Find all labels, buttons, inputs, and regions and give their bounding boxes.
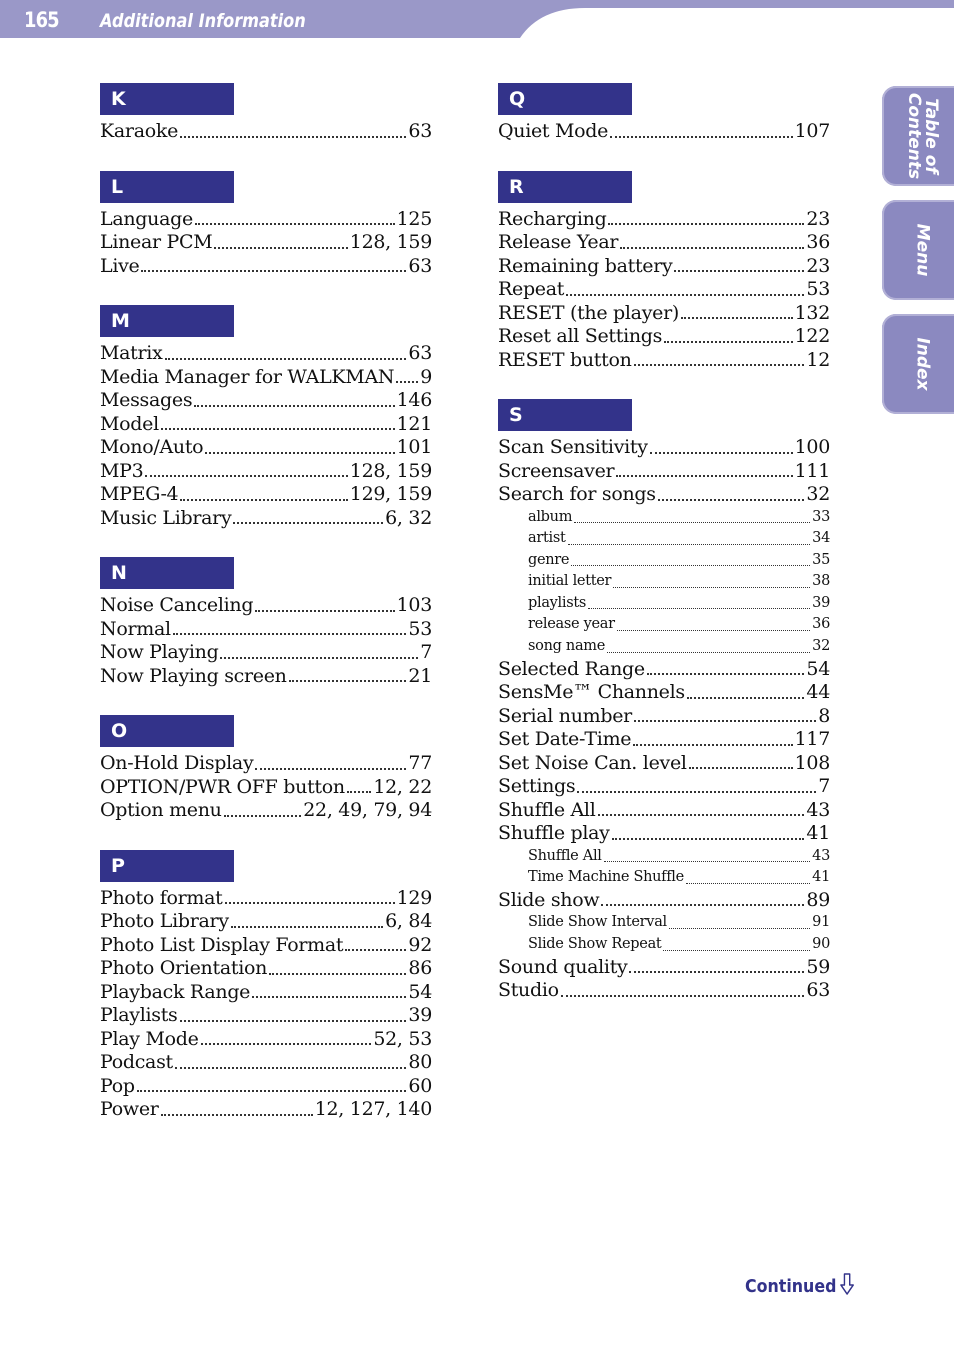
index-entry[interactable] — [498, 799, 830, 823]
page-reference[interactable]: 60 — [408, 1074, 432, 1097]
index-term: OPTION/PWR OFF button — [100, 775, 345, 798]
dot-leader — [289, 680, 407, 682]
dot-leader — [577, 791, 816, 793]
page-reference[interactable]: 122 — [794, 325, 830, 347]
page-reference[interactable]: 34 — [812, 530, 830, 547]
index-column-left — [100, 83, 432, 1149]
dot-leader — [180, 1020, 407, 1022]
dot-leader — [620, 247, 804, 249]
index-subentry[interactable] — [498, 571, 830, 593]
page-reference[interactable]: 103 — [396, 594, 432, 616]
index-term: initial letter — [528, 573, 612, 590]
page-reference[interactable]: 77 — [408, 752, 432, 774]
page-reference[interactable]: 121 — [396, 412, 432, 435]
index-entry[interactable] — [498, 658, 830, 682]
dot-leader — [647, 673, 805, 675]
page-reference[interactable]: 44 — [806, 681, 830, 704]
index-term: Photo format — [100, 886, 223, 909]
page-reference[interactable]: 7 — [420, 641, 432, 663]
index-entry[interactable] — [498, 681, 830, 705]
page-reference[interactable]: 35 — [812, 551, 830, 568]
side-tab-label: Menu — [912, 223, 933, 277]
page-reference[interactable]: 9 — [420, 365, 432, 388]
index-entry[interactable] — [100, 208, 432, 232]
index-entry[interactable] — [100, 776, 432, 800]
index-entry[interactable] — [100, 618, 432, 642]
index-term: Search for songs — [498, 483, 656, 505]
index-subentry[interactable] — [498, 614, 830, 636]
index-entry[interactable] — [498, 956, 830, 980]
index-term: Release Year — [498, 231, 619, 253]
dot-leader — [161, 1114, 313, 1116]
index-term: MP3 — [100, 459, 144, 482]
index-term: Repeat — [498, 278, 565, 300]
page-reference[interactable]: 63 — [408, 120, 432, 142]
dot-leader — [194, 405, 394, 407]
index-entry[interactable] — [100, 1028, 432, 1052]
index-term: artist — [528, 530, 566, 547]
dot-leader — [608, 223, 804, 225]
dot-leader — [633, 744, 792, 746]
index-entry[interactable] — [100, 1004, 432, 1028]
index-tab[interactable] — [882, 314, 954, 414]
dot-leader — [687, 697, 805, 699]
index-term: Quiet Mode — [498, 120, 609, 142]
page-reference[interactable]: 80 — [408, 1051, 432, 1073]
index-term: Set Date-Time — [498, 728, 632, 751]
index-entry[interactable] — [498, 325, 830, 349]
page-reference[interactable]: 43 — [812, 847, 830, 864]
index-term: Remaining battery — [498, 254, 673, 277]
index-term: Model — [100, 412, 159, 435]
index-entry[interactable] — [100, 910, 432, 934]
index-term: Reset all Settings — [498, 325, 663, 347]
letter-section-r — [498, 171, 830, 373]
index-entry[interactable] — [100, 1075, 432, 1099]
index-entry[interactable] — [498, 436, 830, 460]
page-reference[interactable]: 32 — [806, 483, 830, 505]
dot-leader — [165, 358, 407, 360]
index-term: Music Library — [100, 506, 232, 529]
dot-leader — [347, 791, 372, 793]
continued-label: Continued — [745, 1276, 837, 1297]
dot-leader — [161, 428, 395, 430]
letter-heading: Q — [498, 83, 632, 115]
dot-leader — [674, 270, 804, 272]
letter-section-n — [100, 557, 432, 688]
index-entry[interactable] — [100, 507, 432, 531]
index-term: Playback Range — [100, 980, 251, 1003]
index-entry[interactable] — [498, 752, 830, 776]
index-term: Option menu — [100, 799, 222, 821]
index-term: On-Hold Display — [100, 752, 254, 774]
index-entry[interactable] — [100, 366, 432, 390]
index-term: Photo Orientation — [100, 957, 268, 979]
index-entry[interactable] — [100, 752, 432, 776]
index-term: Linear PCM — [100, 231, 213, 253]
letter-section-m — [100, 305, 432, 530]
index-term: Mono/Auto — [100, 436, 204, 458]
index-entry[interactable] — [498, 775, 830, 799]
dot-leader — [175, 1067, 407, 1069]
index-term: Shuffle All — [528, 847, 602, 864]
index-entry[interactable] — [100, 665, 432, 689]
index-entry[interactable] — [100, 1098, 432, 1122]
page-reference[interactable]: 43 — [806, 798, 830, 821]
letter-heading: L — [100, 171, 234, 203]
index-entry[interactable] — [100, 342, 432, 366]
page-reference[interactable]: 41 — [812, 869, 830, 886]
page-reference[interactable]: 53 — [408, 617, 432, 640]
page-reference[interactable]: 23 — [806, 207, 830, 230]
page-reference[interactable]: 23 — [806, 254, 830, 277]
dot-leader — [574, 522, 810, 523]
page-reference[interactable]: 39 — [812, 594, 830, 611]
index-subentry[interactable] — [498, 528, 830, 550]
index-entry[interactable] — [498, 231, 830, 255]
page-reference[interactable]: 21 — [408, 664, 432, 687]
dot-leader — [269, 973, 406, 975]
side-tab-label: Table of Contents — [904, 92, 941, 180]
page-reference[interactable]: 12, 22 — [373, 775, 432, 798]
dot-leader — [255, 610, 394, 612]
dot-leader — [220, 657, 418, 659]
index-entry[interactable] — [100, 887, 432, 911]
dot-leader — [588, 608, 810, 609]
dot-leader — [617, 630, 810, 631]
index-term: playlists — [528, 594, 587, 611]
dot-leader — [571, 565, 810, 566]
page-reference[interactable]: 129, 159 — [349, 483, 432, 505]
dot-leader — [180, 499, 347, 501]
page-reference[interactable]: 22, 49, 79, 94 — [303, 799, 432, 821]
index-term: SensMe™ Channels — [498, 681, 685, 704]
letter-section-q — [498, 83, 830, 144]
letter-heading: R — [498, 171, 632, 203]
index-subentry[interactable] — [498, 550, 830, 572]
index-term: Live — [100, 254, 140, 277]
letter-section-p — [100, 850, 432, 1122]
page-reference[interactable]: 39 — [408, 1004, 432, 1026]
dot-leader — [601, 904, 804, 906]
index-term: Messages — [100, 389, 193, 411]
dot-leader — [231, 926, 383, 928]
index-subentry[interactable] — [498, 867, 830, 889]
page-reference[interactable]: 54 — [408, 980, 432, 1003]
dot-leader — [145, 475, 347, 477]
index-entry[interactable] — [100, 255, 432, 279]
index-subentry[interactable] — [498, 593, 830, 615]
dot-leader — [613, 587, 810, 588]
index-entry[interactable] — [100, 231, 432, 255]
page-reference[interactable]: 146 — [396, 389, 432, 411]
index-term: Matrix — [100, 342, 163, 364]
index-term: release year — [528, 616, 615, 633]
index-entry[interactable] — [498, 302, 830, 326]
index-term: Karaoke — [100, 120, 179, 142]
page-reference[interactable]: 6, 32 — [385, 506, 432, 529]
page-reference[interactable]: 63 — [806, 979, 830, 1002]
index-term: Pop — [100, 1074, 135, 1097]
index-entry[interactable] — [100, 934, 432, 958]
index-term: Play Mode — [100, 1027, 199, 1050]
page-reference[interactable]: 92 — [408, 933, 432, 956]
dot-leader — [650, 452, 793, 454]
index-entry[interactable] — [100, 1051, 432, 1075]
page-reference[interactable]: 117 — [794, 728, 830, 751]
index-subentry[interactable] — [498, 636, 830, 658]
page-reference[interactable]: 128, 159 — [349, 459, 432, 482]
dot-leader — [561, 995, 805, 997]
index-entry[interactable] — [498, 728, 830, 752]
dot-leader — [634, 364, 805, 366]
dot-leader — [141, 270, 406, 272]
page-reference[interactable]: 90 — [812, 935, 830, 952]
index-entry[interactable] — [498, 889, 830, 913]
index-entry[interactable] — [498, 822, 830, 846]
index-column-right — [498, 83, 830, 1030]
page-reference[interactable]: 89 — [806, 888, 830, 911]
index-subentry[interactable] — [498, 912, 830, 934]
continued-link[interactable] — [745, 1273, 854, 1297]
section-title: Additional Information — [100, 10, 306, 32]
dot-leader — [233, 522, 383, 524]
page-reference[interactable]: 41 — [806, 822, 830, 845]
index-term: Slide Show Interval — [528, 914, 667, 931]
index-term: Serial number — [498, 704, 632, 727]
dot-leader — [629, 971, 804, 973]
dot-leader — [214, 247, 347, 249]
index-term: Screensaver — [498, 459, 615, 482]
index-entry[interactable] — [100, 413, 432, 437]
page-reference[interactable]: 7 — [818, 775, 830, 798]
page-reference[interactable]: 91 — [812, 914, 830, 931]
index-term: Language — [100, 207, 193, 230]
dot-leader — [345, 949, 406, 951]
index-entry[interactable] — [498, 349, 830, 373]
dot-leader — [255, 768, 406, 770]
dot-leader — [669, 928, 810, 929]
index-term: Sound quality — [498, 955, 628, 978]
index-subentry[interactable] — [498, 507, 830, 529]
page-reference[interactable]: 12 — [806, 348, 830, 371]
dot-leader — [612, 838, 805, 840]
index-entry[interactable] — [498, 460, 830, 484]
page-reference[interactable]: 52, 53 — [373, 1027, 432, 1050]
index-term: Now Playing — [100, 641, 219, 663]
index-term: RESET (the player) — [498, 301, 679, 324]
letter-heading: S — [498, 399, 632, 431]
page-reference[interactable]: 53 — [806, 278, 830, 300]
dot-leader — [610, 136, 793, 138]
index-entry[interactable] — [498, 979, 830, 1003]
index-entry[interactable] — [498, 208, 830, 232]
dot-leader — [396, 381, 418, 383]
dot-leader — [663, 950, 810, 951]
index-entry[interactable] — [100, 641, 432, 665]
menu-tab[interactable] — [882, 200, 954, 300]
page-reference[interactable]: 111 — [794, 459, 830, 482]
letter-heading: P — [100, 850, 234, 882]
page-reference[interactable]: 101 — [396, 436, 432, 458]
page-reference[interactable]: 86 — [408, 957, 432, 979]
dot-leader — [658, 499, 805, 501]
index-term: Shuffle play — [498, 822, 610, 845]
page-reference[interactable]: 36 — [806, 231, 830, 253]
page-reference[interactable]: 63 — [408, 342, 432, 364]
index-term: Photo List Display Format — [100, 933, 344, 956]
dot-leader — [205, 452, 394, 454]
page-reference[interactable]: 38 — [812, 573, 830, 590]
dot-leader — [224, 815, 302, 817]
dot-leader — [689, 767, 793, 769]
index-entry[interactable] — [498, 278, 830, 302]
index-term: MPEG-4 — [100, 483, 179, 505]
page-reference[interactable]: 32 — [812, 638, 830, 655]
page-reference[interactable]: 125 — [396, 207, 432, 230]
dot-leader — [180, 136, 406, 138]
page-number: 165 — [24, 8, 59, 32]
dot-leader — [173, 633, 407, 635]
page-reference[interactable]: 132 — [794, 301, 830, 324]
index-entry[interactable] — [498, 255, 830, 279]
index-entry[interactable] — [100, 981, 432, 1005]
index-entry[interactable] — [100, 799, 432, 823]
letter-heading: O — [100, 715, 234, 747]
index-term: Slide Show Repeat — [528, 935, 662, 952]
page-reference[interactable]: 33 — [812, 508, 830, 525]
dot-leader — [604, 861, 811, 862]
index-term: Time Machine Shuffle — [528, 869, 684, 886]
index-term: album — [528, 508, 573, 525]
page-reference[interactable]: 128, 159 — [349, 231, 432, 253]
page-reference[interactable]: 59 — [806, 955, 830, 978]
letter-section-l — [100, 171, 432, 279]
side-tab-label: Index — [912, 337, 933, 391]
dot-leader — [634, 720, 816, 722]
dot-leader — [137, 1090, 407, 1092]
index-entry[interactable] — [100, 389, 432, 413]
letter-heading: N — [100, 557, 234, 589]
dot-leader — [681, 317, 793, 319]
index-term: Slide show — [498, 888, 600, 911]
index-entry[interactable] — [100, 120, 432, 144]
dot-leader — [201, 1043, 372, 1045]
index-term: Set Noise Can. level — [498, 751, 687, 774]
letter-section-o — [100, 715, 432, 823]
page-reference[interactable]: 63 — [408, 254, 432, 277]
index-entry[interactable] — [498, 483, 830, 507]
dot-leader — [664, 341, 793, 343]
index-term: Now Playing screen — [100, 664, 287, 687]
index-term: Selected Range — [498, 657, 645, 680]
index-term: song name — [528, 638, 606, 655]
page-header — [0, 0, 954, 40]
index-entry[interactable] — [100, 594, 432, 618]
page-reference[interactable]: 8 — [818, 704, 830, 727]
index-entry[interactable] — [100, 436, 432, 460]
page-reference[interactable]: 108 — [794, 751, 830, 774]
down-arrow-icon — [840, 1273, 854, 1295]
letter-section-s — [498, 399, 830, 1003]
page-reference[interactable]: 12, 127, 140 — [314, 1098, 432, 1120]
index-entry[interactable] — [100, 460, 432, 484]
index-term: Photo Library — [100, 910, 229, 932]
dot-leader — [566, 294, 804, 296]
index-term: Scan Sensitivity — [498, 436, 648, 458]
index-term: Playlists — [100, 1004, 178, 1026]
index-term: Settings — [498, 775, 576, 798]
index-entry[interactable] — [100, 957, 432, 981]
index-entry[interactable] — [498, 120, 830, 144]
page-reference[interactable]: 129 — [396, 886, 432, 909]
page-reference[interactable]: 36 — [812, 616, 830, 633]
letter-section-k — [100, 83, 432, 144]
index-term: Podcast — [100, 1051, 173, 1073]
index-term: genre — [528, 551, 570, 568]
page-reference[interactable]: 54 — [806, 657, 830, 680]
table-of-contents-tab[interactable] — [882, 86, 954, 186]
dot-leader — [252, 996, 406, 998]
index-term: Recharging — [498, 207, 607, 230]
index-subentry[interactable] — [498, 934, 830, 956]
page-reference[interactable]: 100 — [794, 436, 830, 458]
index-term: Studio — [498, 979, 559, 1002]
dot-leader — [598, 814, 805, 816]
dot-leader — [225, 902, 395, 904]
index-entry[interactable] — [100, 483, 432, 507]
index-term: Media Manager for WALKMAN — [100, 365, 395, 388]
page-reference[interactable]: 107 — [794, 120, 830, 142]
page-reference[interactable]: 6, 84 — [385, 910, 432, 932]
index-subentry[interactable] — [498, 846, 830, 868]
index-term: Noise Canceling — [100, 594, 254, 616]
index-entry[interactable] — [498, 705, 830, 729]
dot-leader — [195, 223, 395, 225]
dot-leader — [568, 544, 811, 545]
index-term: Power — [100, 1098, 159, 1120]
index-term: RESET button — [498, 348, 632, 371]
letter-heading: K — [100, 83, 234, 115]
dot-leader — [686, 883, 810, 884]
index-term: Shuffle All — [498, 798, 596, 821]
letter-heading: M — [100, 305, 234, 337]
index-term: Normal — [100, 617, 171, 640]
dot-leader — [616, 475, 792, 477]
dot-leader — [607, 652, 810, 653]
